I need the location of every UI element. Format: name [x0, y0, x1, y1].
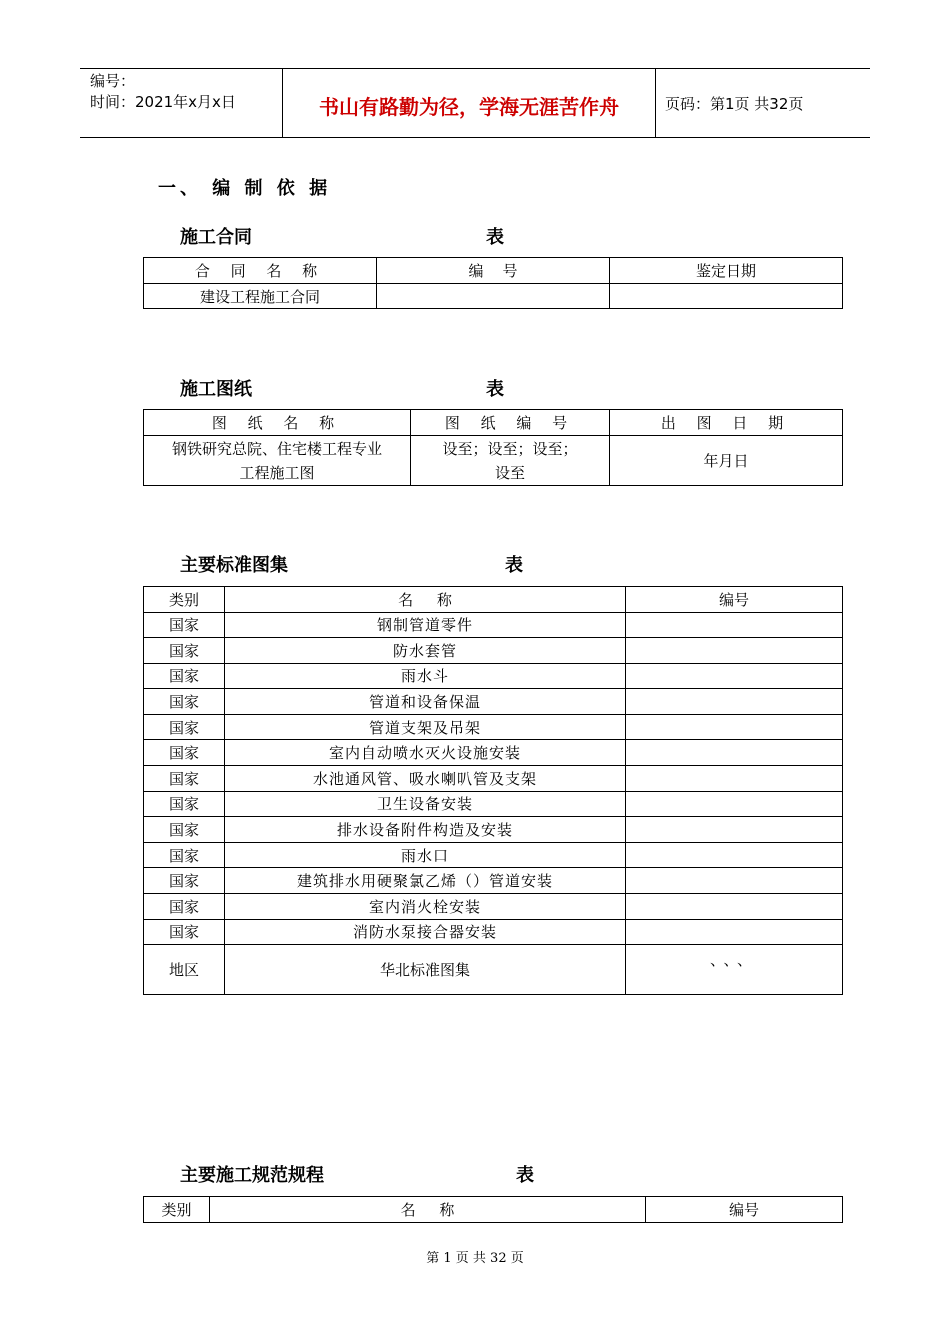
drawing-name-line: 工程施工图: [239, 463, 315, 482]
table-cell: [411, 436, 610, 486]
table-row: [144, 919, 843, 945]
header-cell: 名 称: [210, 1197, 646, 1223]
table-cell: 、、、: [626, 945, 843, 995]
table-cell: [377, 284, 610, 309]
specs-table: [143, 1196, 843, 1223]
table-cell: 国家: [144, 817, 225, 843]
specs-title: 主要施工规范规程: [180, 1165, 324, 1186]
table-row: [144, 689, 843, 715]
table-row: [144, 766, 843, 792]
table-cell: 室内自动喷水灭火设施安装: [225, 740, 626, 766]
table-cell: 国家: [144, 740, 225, 766]
header-divider: [655, 69, 656, 137]
drawings-table-label: 表: [486, 379, 504, 400]
table-row: [144, 638, 843, 664]
header-cell: 合 同 名 称: [144, 258, 377, 284]
document-number-label: 编号：: [90, 72, 136, 90]
table-row: [144, 868, 843, 894]
header-cell: 类别: [144, 1197, 210, 1223]
table-cell: 建筑排水用硬聚氯乙烯（）管道安装: [225, 868, 626, 894]
table-cell: 年月日: [610, 436, 843, 486]
table-cell: [626, 919, 843, 945]
table-cell: [626, 791, 843, 817]
header-cell: 编号: [646, 1197, 843, 1223]
table-cell: 水池通风管、吸水喇叭管及支架: [225, 766, 626, 792]
atlas-table-label: 表: [505, 555, 523, 576]
table-cell: 建设工程施工合同: [144, 284, 377, 309]
table-cell: 卫生设备安装: [225, 791, 626, 817]
table-cell: [626, 817, 843, 843]
drawing-number-line: 设至；设至；设至；: [442, 439, 578, 458]
table-cell: [626, 689, 843, 715]
table-cell: 国家: [144, 919, 225, 945]
table-cell: [610, 284, 843, 309]
table-row: [144, 663, 843, 689]
table-cell: 华北标准图集: [225, 945, 626, 995]
atlas-table: [143, 586, 843, 995]
contract-table: [143, 257, 843, 309]
table-header-row: [144, 1197, 843, 1223]
table-cell: [626, 714, 843, 740]
header-cell: 图 纸 名 称: [144, 410, 411, 436]
document-time-label: 时间：2021年x月x日: [90, 93, 236, 111]
table-row: [144, 740, 843, 766]
drawing-number-line: 设至: [494, 463, 525, 482]
drawings-title: 施工图纸: [180, 379, 252, 400]
table-cell: 钢制管道零件: [225, 612, 626, 638]
table-cell: 国家: [144, 894, 225, 920]
table-cell: [626, 894, 843, 920]
contract-table-label: 表: [486, 227, 504, 248]
header-page-info: 页码：第1页 共32页: [665, 95, 804, 113]
section-heading: 一、 编 制 依 据: [158, 178, 332, 199]
header-cell: 名 称: [225, 587, 626, 613]
table-header-row: [144, 587, 843, 613]
table-cell: [626, 663, 843, 689]
header-cell: 编号: [626, 587, 843, 613]
table-cell: [144, 436, 411, 486]
drawing-name-line: 钢铁研究总院、住宅楼工程专业: [171, 439, 382, 458]
table-row: [144, 842, 843, 868]
header-cell: 图 纸 编 号: [411, 410, 610, 436]
table-row: [144, 817, 843, 843]
page-header: [80, 68, 870, 138]
table-header-row: [144, 410, 843, 436]
header-cell: 类别: [144, 587, 225, 613]
header-meta: [90, 71, 236, 113]
contract-title: 施工合同: [180, 227, 252, 248]
table-row: [144, 714, 843, 740]
table-cell: 地区: [144, 945, 225, 995]
specs-table-label: 表: [516, 1165, 534, 1186]
table-cell: [626, 612, 843, 638]
drawings-table: [143, 409, 843, 486]
table-cell: 雨水口: [225, 842, 626, 868]
table-cell: 国家: [144, 612, 225, 638]
table-cell: 国家: [144, 842, 225, 868]
table-cell: 国家: [144, 766, 225, 792]
table-cell: [626, 638, 843, 664]
table-cell: 国家: [144, 638, 225, 664]
table-cell: 管道支架及吊架: [225, 714, 626, 740]
table-row: [144, 791, 843, 817]
table-cell: 消防水泵接合器安装: [225, 919, 626, 945]
table-cell: 国家: [144, 689, 225, 715]
table-cell: 国家: [144, 791, 225, 817]
header-cell: 编 号: [377, 258, 610, 284]
table-cell: 排水设备附件构造及安装: [225, 817, 626, 843]
page-footer: 第 1 页 共 32 页: [426, 1251, 524, 1266]
table-row: [144, 284, 843, 309]
table-cell: 雨水斗: [225, 663, 626, 689]
table-cell: [626, 868, 843, 894]
table-row: [144, 612, 843, 638]
header-cell: 出 图 日 期: [610, 410, 843, 436]
table-row: [144, 945, 843, 995]
table-cell: 国家: [144, 714, 225, 740]
table-cell: [626, 842, 843, 868]
table-cell: [626, 766, 843, 792]
table-cell: 国家: [144, 663, 225, 689]
table-cell: [626, 740, 843, 766]
table-row: [144, 436, 843, 486]
table-cell: 防水套管: [225, 638, 626, 664]
header-cell: 鉴定日期: [610, 258, 843, 284]
atlas-title: 主要标准图集: [180, 555, 288, 576]
table-cell: 管道和设备保温: [225, 689, 626, 715]
header-motto: 书山有路勤为径，学海无涯苦作舟: [319, 95, 619, 119]
table-header-row: [144, 258, 843, 284]
table-cell: 国家: [144, 868, 225, 894]
table-row: [144, 894, 843, 920]
table-cell: 室内消火栓安装: [225, 894, 626, 920]
